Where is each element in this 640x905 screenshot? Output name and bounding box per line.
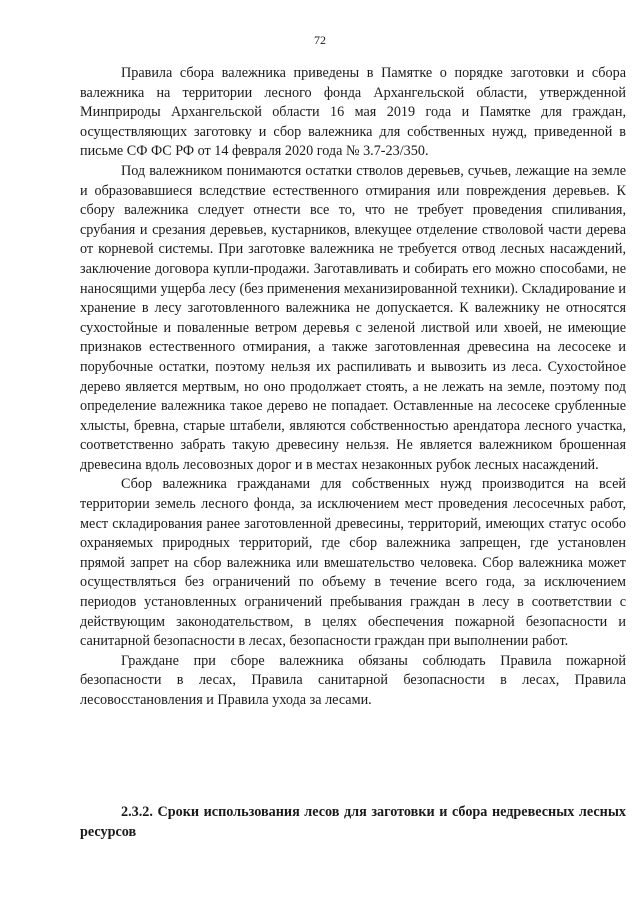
- section-heading: 2.3.2. Сроки использования лесов для заготовки и сбора недревесных лесных ресурсов: [80, 804, 626, 840]
- paragraph-rules-reference: Правила сбора валежника приведены в Памятке о порядке заготовки и сбора валежника на территории лесного фонда Архангельской области, утвержденной Минприроды Архангельской области 16 мая 2019 года и Памятке для граждан, осуществляющих заготовку и сбор валежника для собственных нужд, приведенной в письме СФ ФС РФ от 14 февраля 2020 года № 3.7-23/350.: [80, 65, 626, 160]
- page-number: 72: [314, 33, 326, 47]
- paragraph-deadwood-definition: Под валежником понимаются остатки стволов деревьев, сучьев, лежащие на земле и образовавшиеся вследствие естественного отмирания или повреждения деревьев. К сбору валежника следует отнести все то, что не требует проведения спиливания, срубания и срезания деревьев, кустарников, влекущее отделение стволовой части дерева от корневой системы. При заготовке валежника не требуется отвод лесных насаждений, заключение договора купли-продажи. Заготавливать и собирать его можно способами, не наносящими ущерба лесу (без применения механизированной техники). Складирование и хранение в лесу заготовленного валежника не допускается. К валежнику не относятся сухостойные и поваленные ветром деревья с зеленой листвой или хвоей, не имеющие признаков естественного отмирания, а также заготовленная древесина на лесосеке и порубочные остатки, поэтому нельзя их распиливать и вывозить из леса. Сухостойное дерево является мертвым, но оно продолжает стоять, а не лежать на земле, поэтому под определение валежника такое дерево не попадает. Оставленные на лесосеке срубленные хлысты, бревна, старые штабели, являются собственностью арендатора лесного участка, соответственно забрать такую древесину нельзя. Не является валежником брошенная древесина вдоль лесовозных дорог и в местах незаконных рубок лесных насаждений.: [80, 162, 626, 473]
- paragraph-collection-conditions: Сбор валежника гражданами для собственных нужд производится на всей территории земель лесного фонда, за исключением мест проведения лесосечных работ, мест складирования ранее заготовленной древесины, территорий, имеющих статус особо охраняемых природных территорий, где сбор валежника запрещен, где установлен прямой запрет на сбор валежника или вмешательство человека. Сбор валежника может осуществляться без ограничений по объему в течение всего года, за исключением периодов установленных ограничений пребывания граждан в лесу в соответствии с действующим законодательством, в целях обеспечения пожарной безопасности и санитарной безопасности в лесах, безопасности граждан при выполнении работ.: [80, 476, 626, 650]
- body-text: [80, 64, 626, 711]
- paragraph-citizen-obligations: Граждане при сборе валежника обязаны соблюдать Правила пожарной безопасности в лесах, Правила санитарной безопасности в лесах, Правила лесовосстановления и Правила ухода за лесами.: [80, 652, 626, 708]
